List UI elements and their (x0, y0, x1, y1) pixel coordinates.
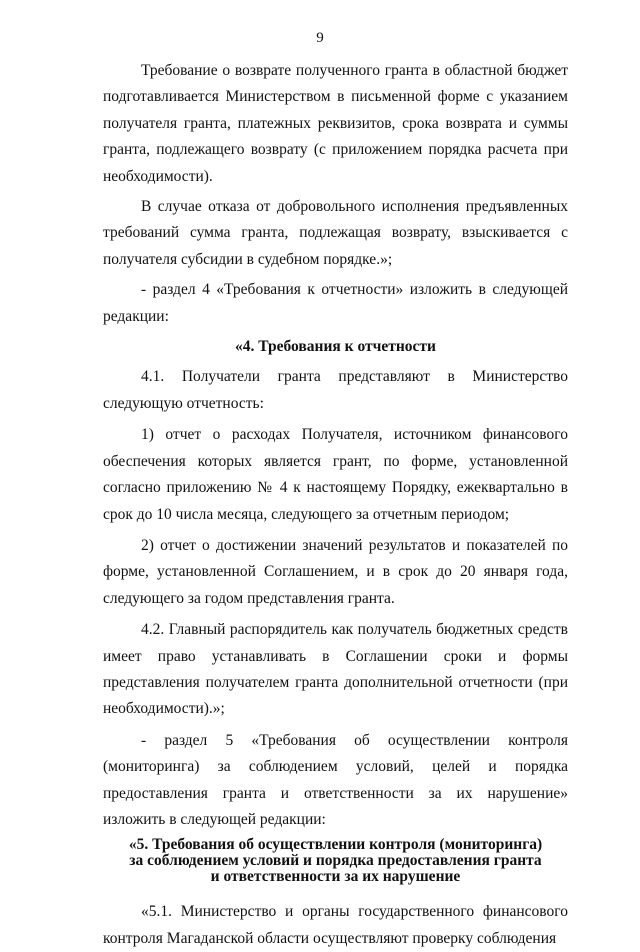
paragraph-4-1: 4.1. Получатели гранта представляют в Министерство следующую отчетность: (103, 368, 568, 412)
paragraph-grant-return-requirement: Требование о возврате полученного гранта в областной бюджет подготавливается Министерством в письменной форме с указанием получателя гранта, платежных реквизитов, срока возврата и суммы гранта, подлежащего возврату (с приложением порядка расчета при необходимости). (103, 62, 568, 185)
section-5-heading-line-2: за соблюдением условий и порядка предоставления гранта (129, 852, 542, 870)
section-5-heading-line-1: «5. Требования об осуществлении контроля (мониторинга) (128, 836, 543, 854)
paragraph-section5-amendment: - раздел 5 «Требования об осуществлении контроля (мониторинга) за соблюдением условий, целей и порядка предоставления гранта и ответственности за их нарушение» изложить в следующей редакции: (103, 731, 568, 828)
section-4-heading: «4. Требования к отчетности (235, 338, 436, 356)
paragraph-5-1: «5.1. Министерство и органы государственного финансового контроля Магаданской области осуществляют проверку соблюдения (103, 903, 568, 947)
paragraph-4-2: 4.2. Главный распорядитель как получатель бюджетных средств имеет право устанавливать в Соглашении сроки и формы представления получателем гранта дополнительной отчетности (при необходимости).»; (103, 621, 568, 718)
page-number: 9 (316, 30, 324, 46)
section-5-heading-line-3: и ответственности за их нарушение (210, 868, 461, 886)
paragraph-section4-amendment: - раздел 4 «Требования к отчетности» изложить в следующей редакции: (103, 281, 568, 325)
document-body (103, 58, 568, 952)
section-5-heading (103, 837, 568, 885)
paragraph-4-1-item-1: 1) отчет о расходах Получателя, источником финансового обеспечения которых является грант, по форме, установленной согласно приложению № 4 к настоящему Порядку, ежеквартально в срок до 10 числа месяца, следующего за отчетным периодом; (103, 426, 568, 523)
paragraph-4-1-item-2: 2) отчет о достижении значений результатов и показателей по форме, установленной Соглашением, и в срок до 20 января года, следующего за годом представления гранта. (103, 536, 568, 607)
paragraph-refusal-case: В случае отказа от добровольного исполнения предъявленных требований сумма гранта, подлежащая возврату, взыскивается с получателя субсидии в судебном порядке.»; (103, 198, 568, 268)
